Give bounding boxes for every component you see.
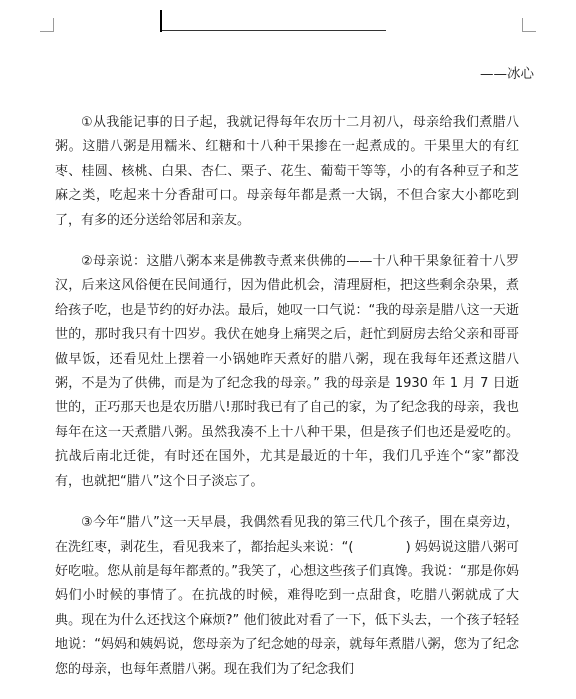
paragraph-3: ③今年“腊八”这一天早晨，我偶然看见我的第三代几个孩子，围在桌旁边，在洗红枣，剥花生，看见我来了，都抬起头来说：“( ) 妈妈说这腊八粥可好吃啦。您从前是每年都煮的。”我笑了，心想这些孩子们真馋。我说：“那是你妈妈们小时候的事情了。在抗战的时候，难得吃到一点甜食，吃腊八粥就成了大典。现在为什么还找这个麻烦?” 他们彼此对看了一下，低下头去，一个孩子轻轻地说：“妈妈和姨妈说，您母亲为了纪念她的母亲，就每年煮腊八粥，您为了纪念您的母亲，也每年煮腊八粥。现在我们为了纪念我们 (55, 515, 519, 677)
author-line: ——冰心 (480, 66, 534, 82)
title-blank-field[interactable] (160, 10, 386, 31)
paragraph-1: ①从我能记事的日子起，我就记得每年农历十二月初八，母亲给我们煮腊八粥。这腊八粥是用糯米、红糖和十八种干果掺在一起煮成的。干果里大的有红枣、桂圆、核桃、白果、杏仁、栗子、花生、葡萄干等等，小的有各种豆子和芝麻之类，吃起来十分香甜可口。母亲每年都是煮一大锅，不但合家大小都吃到了，有多的还分送给邻居和亲友。 (55, 115, 519, 228)
crop-mark-right (522, 18, 536, 32)
text-cursor (160, 10, 162, 32)
crop-mark-left (40, 18, 54, 32)
paragraph-2: ②母亲说：这腊八粥本来是佛教寺煮来供佛的——十八种干果象征着十八罗汉，后来这风俗便在民间通行，因为借此机会，清理厨柜，把这些剩余杂果，煮给孩子吃，也是节约的好办法。最后，她叹一口气说：“我的母亲是腊八这一天逝世的，那时我只有十四岁。我伏在她身上痛哭之后，赶忙到厨房去给父亲和哥哥做早饭，还看见灶上摆着一小锅她昨天煮好的腊八粥，现在我每年还煮这腊八粥，不是为了供佛，而是为了纪念我的母亲。” 我的母亲是 1930 年 1 月 7 日逝世的，正巧那天也是农历腊八!那时我已有了自己的家，为了纪念我的母亲，我也每年在这一天煮腊八粥。虽然我凑不上十八种干果，但是孩子们也还是爱吃的。抗战后南北迁徙，有时还在国外，尤其是最近的十年，我们几乎连个“家”都没有，也就把“腊八”这个日子淡忘了。 (55, 254, 519, 489)
body-text (55, 111, 519, 699)
